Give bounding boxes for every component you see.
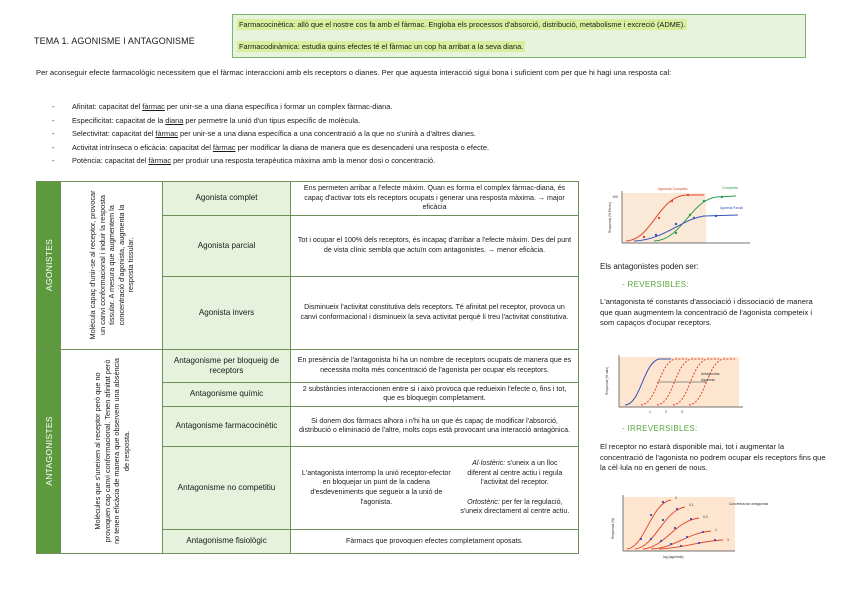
intro-paragraph: Per aconseguir efecte farmacològic necessitem que el fàrmac interaccioni amb els receptors o dianes. Per que aquesta interacció sigui bona i suficient com per que hi hagi una resposta cal:: [36, 68, 672, 77]
legend-agonist: Agonista: [701, 378, 715, 382]
pharmacodynamics-definition: Farmacodinàmica: estudia quins efectes té el fàrmac un cop ha arribat a la seva diana.: [239, 42, 524, 51]
legend-antagonist: Antagonista: [701, 372, 720, 376]
fig3-ylabel: Respuesta (%): [611, 517, 615, 539]
legend-complete-agonist: Agonista Completo: [658, 187, 688, 191]
antagonism-type-label: Antagonisme químic: [163, 382, 291, 406]
antagonism-type-label: Antagonisme no competitiu: [163, 446, 291, 529]
y-tick-100: 100: [612, 195, 618, 199]
irreversible-antagonism-figure: [605, 491, 771, 561]
curve-label: 0.3: [703, 515, 708, 519]
table-row: [37, 349, 579, 382]
property-efficacy: - Activitat intrínseca o eficàcia: capacitat del fàrmac per modificar la diana de manera que es desencadeni una resposta o efecte.: [52, 141, 489, 155]
plot-area: [623, 497, 735, 551]
irreversible-heading: - IRREVERSIBLES:: [622, 424, 698, 433]
curve-label: 3: [727, 538, 729, 542]
antagonism-type-label: Antagonisme per bloqueig de receptors: [163, 349, 291, 382]
page-title: TEMA 1. AGONISME I ANTAGONISME: [34, 36, 195, 46]
property-selectivity: - Selectivitat: capacitat del fàrmac per unir-se a una diana específica a una concentració a la que no s'unirà a d'altres dianes.: [52, 127, 489, 141]
agonist-type-label: Agonista complet: [163, 182, 291, 216]
x-tick: 2: [665, 410, 667, 414]
irreversible-text: El receptor no estarà disponible mai, tot i augmentar la concentració de l'agonista no podrem ocupar els receptors fins que la cèl·lula no en generi de nous.: [600, 442, 826, 473]
legend-full: Completo: [722, 186, 739, 190]
curve-label: 0: [675, 496, 677, 500]
antagonism-type-label: Antagonisme fisiològic: [163, 529, 291, 553]
dash-icon: -: [622, 424, 628, 433]
table-row: [37, 182, 579, 216]
agonist-type-label: Agonista parcial: [163, 215, 291, 276]
agonist-curves-figure: [604, 183, 752, 251]
properties-list: [52, 100, 489, 168]
legend-partial-agonist: Agonista Parcial: [720, 206, 744, 210]
antagonism-type-description: Fàrmacs que provoquen efectes completament oposats.: [291, 529, 579, 553]
dash-icon: -: [622, 280, 628, 289]
reversible-text: L'antagonista té constants d'associació i dissociació de manera que quan augmentem la concentració de l'agonista competeix i som capaços d'ocupar receptors.: [600, 297, 813, 328]
x-tick: 3: [681, 410, 683, 414]
property-specificity: - Especificitat: capacitat de la diana per permetre la unió d'un tipus específic de molècula.: [52, 114, 489, 128]
antagonists-category: ANTAGONISTES: [37, 349, 61, 553]
curve-label: 0.1: [689, 503, 694, 507]
agonist-type-label: Agonista invers: [163, 276, 291, 349]
legend-antagonist-concentration: Concentración antagonista: [729, 502, 769, 506]
agonist-type-description: Tot i ocupar el 100% dels receptors, és incapaç d'arribar a l'efecte màxim. Des del punt de vista clínic sembla que actuïn com antagonistes. → menor eficàcia.: [291, 215, 579, 276]
antagonism-type-description: 2 substàncies interaccionen entre si i això provoca que redueixin l'efecte o, fins i tot, que es bloquegin completament.: [291, 382, 579, 406]
noncompetitive-description: L'antagonista interromp la unió receptor-efector en bloquejar un punt de la cadena d'esdeveniments que segueix a la unió de l'agonista.: [301, 468, 451, 506]
antagonist-types-intro: Els antagonistes poden ser:: [600, 262, 699, 271]
curve-label: 1: [715, 528, 717, 532]
agonist-type-description: Disminueix l'activitat constitutiva dels receptors. Té afinitat pel receptor, provoca un canvi conformacional i disminueix la seva activitat perquè li treu l'activitat constitutiva.: [291, 276, 579, 349]
agonists-category: AGONISTES: [37, 182, 61, 350]
reversible-antagonism-figure: [597, 349, 757, 417]
orthosteric-note: Ortostèric: per fer la regulació, s'uneix directament al centre actiu.: [460, 497, 570, 516]
antagonism-type-description: Si donem dos fàrmacs alhora i n'hi ha un que és capaç de modificar l'absorció, distribució o eliminació de l'altre, molts cops està provocant una interacció antagònica.: [291, 406, 579, 446]
antagonists-description: Molècules que s'uneixen al receptor però que no provoquen cap canvi conformacional. Tenen afinitat però no tenen eficàcia de manera que observem una absència de resposta.: [61, 349, 163, 553]
x-tick: 1: [649, 410, 651, 414]
antagonism-type-description: [291, 446, 579, 529]
fig1-ylabel: Respuesta (% Efecto): [608, 201, 612, 233]
antagonism-type-description: En presència de l'antagonista hi ha un nombre de receptors ocupats de manera que es necessita molta més concentració de l'agonista per ocupar els receptors.: [291, 349, 579, 382]
definitions-box: [232, 14, 806, 58]
allosteric-note: Al·lostèric: s'uneix a un lloc diferent al centre actiu i regula l'activitat del receptor.: [467, 458, 563, 487]
agonism-antagonism-table: [36, 181, 579, 554]
property-affinity: - Afinitat: capacitat del fàrmac per unir-se a una diana específica i formar un complex fàrmac-diana.: [52, 100, 489, 114]
agonists-description: Molècula capaç d'unir-se al receptor, provocar un canvi conformacional i induir la resposta tissular. A mesura que augmentem la concentració d'agonista, augmenta la resposta tissular.: [61, 182, 163, 350]
reversible-heading: - REVERSIBLES:: [622, 280, 689, 289]
fig2-ylabel: Respuesta (% máx): [605, 367, 609, 395]
antagonism-type-label: Antagonisme farmacocinètic: [163, 406, 291, 446]
agonist-type-description: Ens permeten arribar a l'efecte màxim. Quan es forma el complex fàrmac-diana, és capaç d'activar tots els receptors ocupats i generar una resposta màxima. → major eficàcia: [291, 182, 579, 216]
property-potency: - Potència: capacitat del fàrmac per produir una resposta terapèutica màxima amb la menor dosi o concentració.: [52, 154, 489, 168]
pharmacokinetics-definition: Farmacocinètica: allò que el nostre cos fa amb el fàrmac. Engloba els processos d'absorció, distribució, metabolisme i excreció (ADME).: [239, 20, 686, 29]
fig3-xlabel: log (agonista): [663, 555, 684, 559]
